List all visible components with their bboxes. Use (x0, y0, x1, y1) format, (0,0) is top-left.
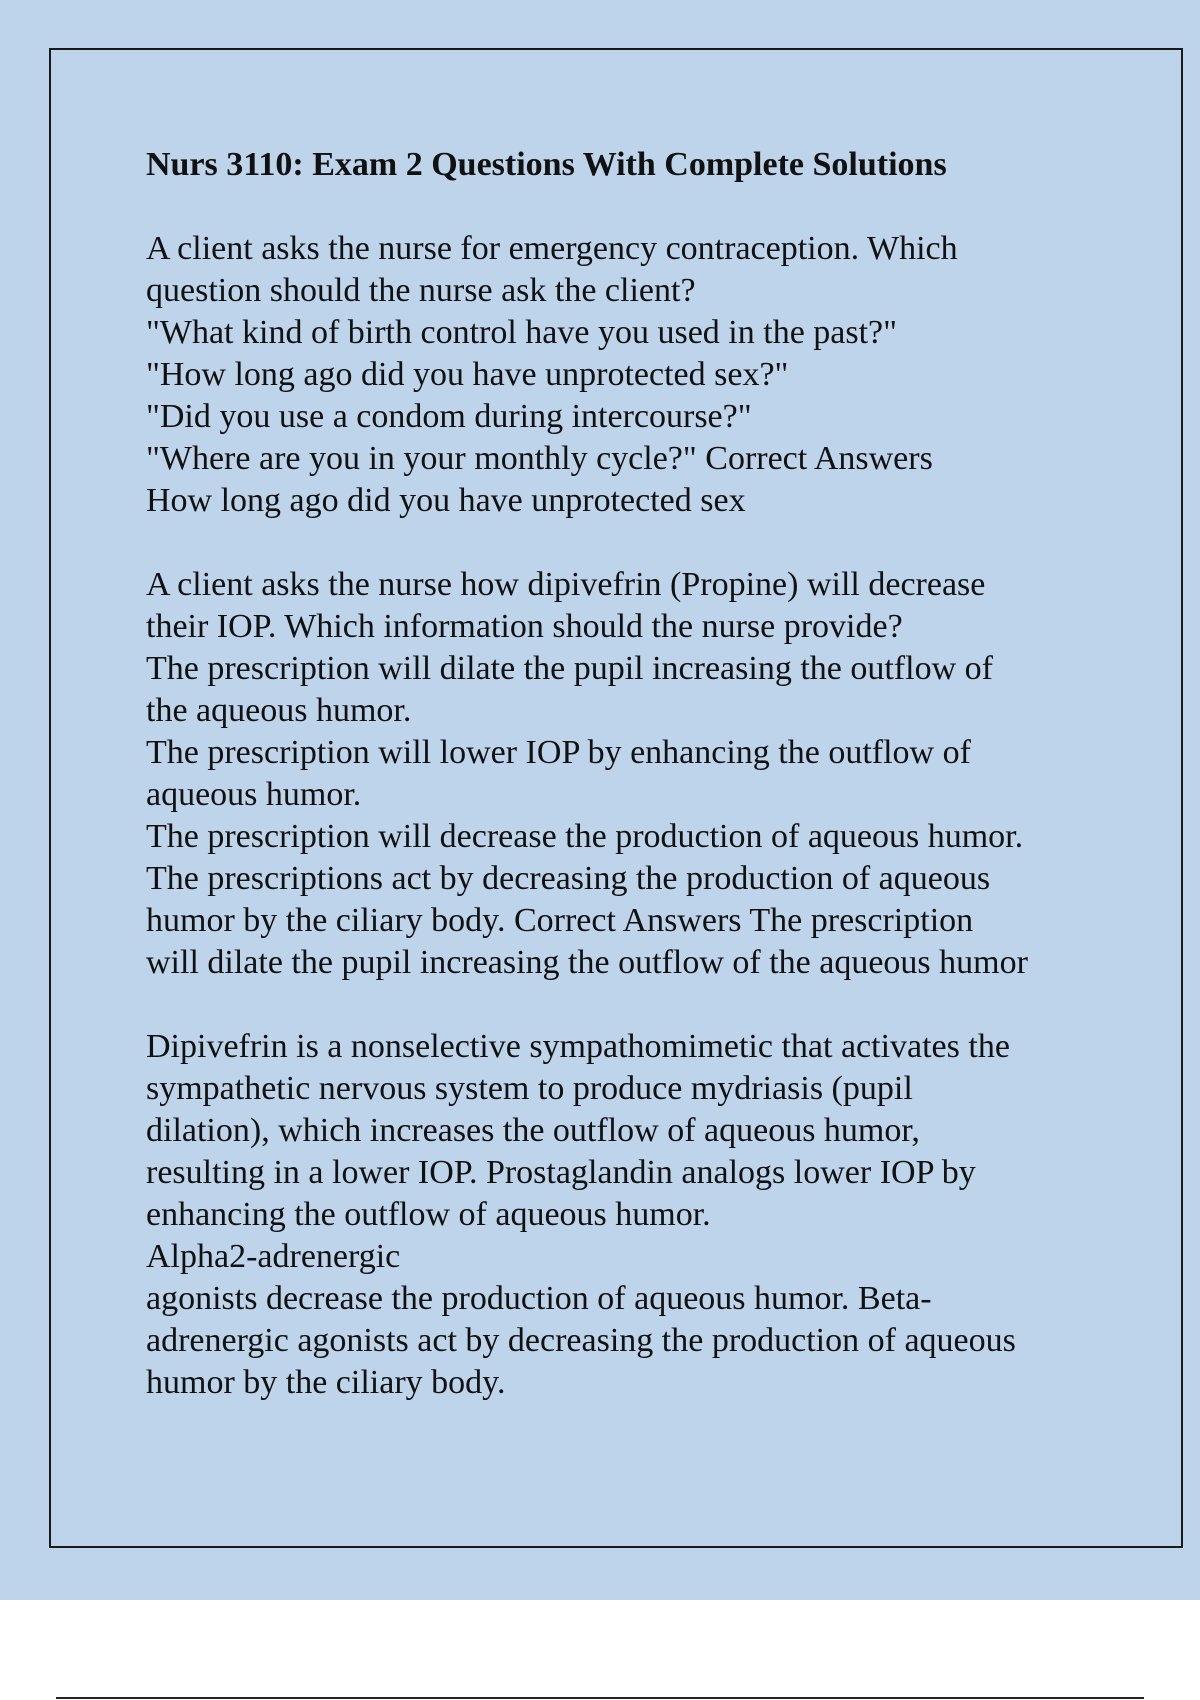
text-line: their IOP. Which information should the nurse provide? (146, 608, 903, 645)
text-line: humor by the ciliary body. (146, 1364, 506, 1401)
text-line: "Did you use a condom during intercourse?" (146, 398, 752, 435)
text-line: humor by the ciliary body. Correct Answers The prescription (146, 902, 974, 939)
text-line: "How long ago did you have unprotected sex?" (146, 356, 789, 393)
text-line: The prescription will dilate the pupil increasing the outflow of (146, 650, 993, 687)
text-line: The prescription will lower IOP by enhancing the outflow of (146, 734, 971, 771)
text-line: aqueous humor. (146, 776, 362, 813)
text-line: "What kind of birth control have you used in the past?" (146, 314, 898, 351)
text-line: adrenergic agonists act by decreasing the production of aqueous (146, 1322, 1016, 1359)
text-line: Dipivefrin is a nonselective sympathomimetic that activates the (146, 1028, 1010, 1065)
text-line: question should the nurse ask the client? (146, 272, 696, 309)
question-1 (146, 228, 1096, 522)
text-line: resulting in a lower IOP. Prostaglandin analogs lower IOP by (146, 1154, 976, 1191)
text-line: "Where are you in your monthly cycle?" Correct Answers (146, 440, 933, 477)
text-line: dilation), which increases the outflow of aqueous humor, (146, 1112, 920, 1149)
text-line: How long ago did you have unprotected sex (146, 482, 746, 519)
text-line: The prescriptions act by decreasing the production of aqueous (146, 860, 991, 897)
text-line: Alpha2-adrenergic (146, 1238, 401, 1275)
text-line: agonists decrease the production of aqueous humor. Beta- (146, 1280, 932, 1317)
text-line: A client asks the nurse how dipivefrin (Propine) will decrease (146, 566, 986, 603)
document-title: Nurs 3110: Exam 2 Questions With Complete Solutions (146, 146, 947, 183)
text-line: enhancing the outflow of aqueous humor. (146, 1196, 711, 1233)
document-body (146, 144, 1096, 1446)
rationale (146, 1026, 1096, 1404)
footer-divider (56, 1697, 1144, 1699)
text-line: sympathetic nervous system to produce mydriasis (pupil (146, 1070, 913, 1107)
text-line: the aqueous humor. (146, 692, 412, 729)
text-line: The prescription will decrease the production of aqueous humor. (146, 818, 1024, 855)
question-2 (146, 564, 1096, 984)
text-line: A client asks the nurse for emergency contraception. Which (146, 230, 958, 267)
text-line: will dilate the pupil increasing the outflow of the aqueous humor (146, 944, 1028, 981)
